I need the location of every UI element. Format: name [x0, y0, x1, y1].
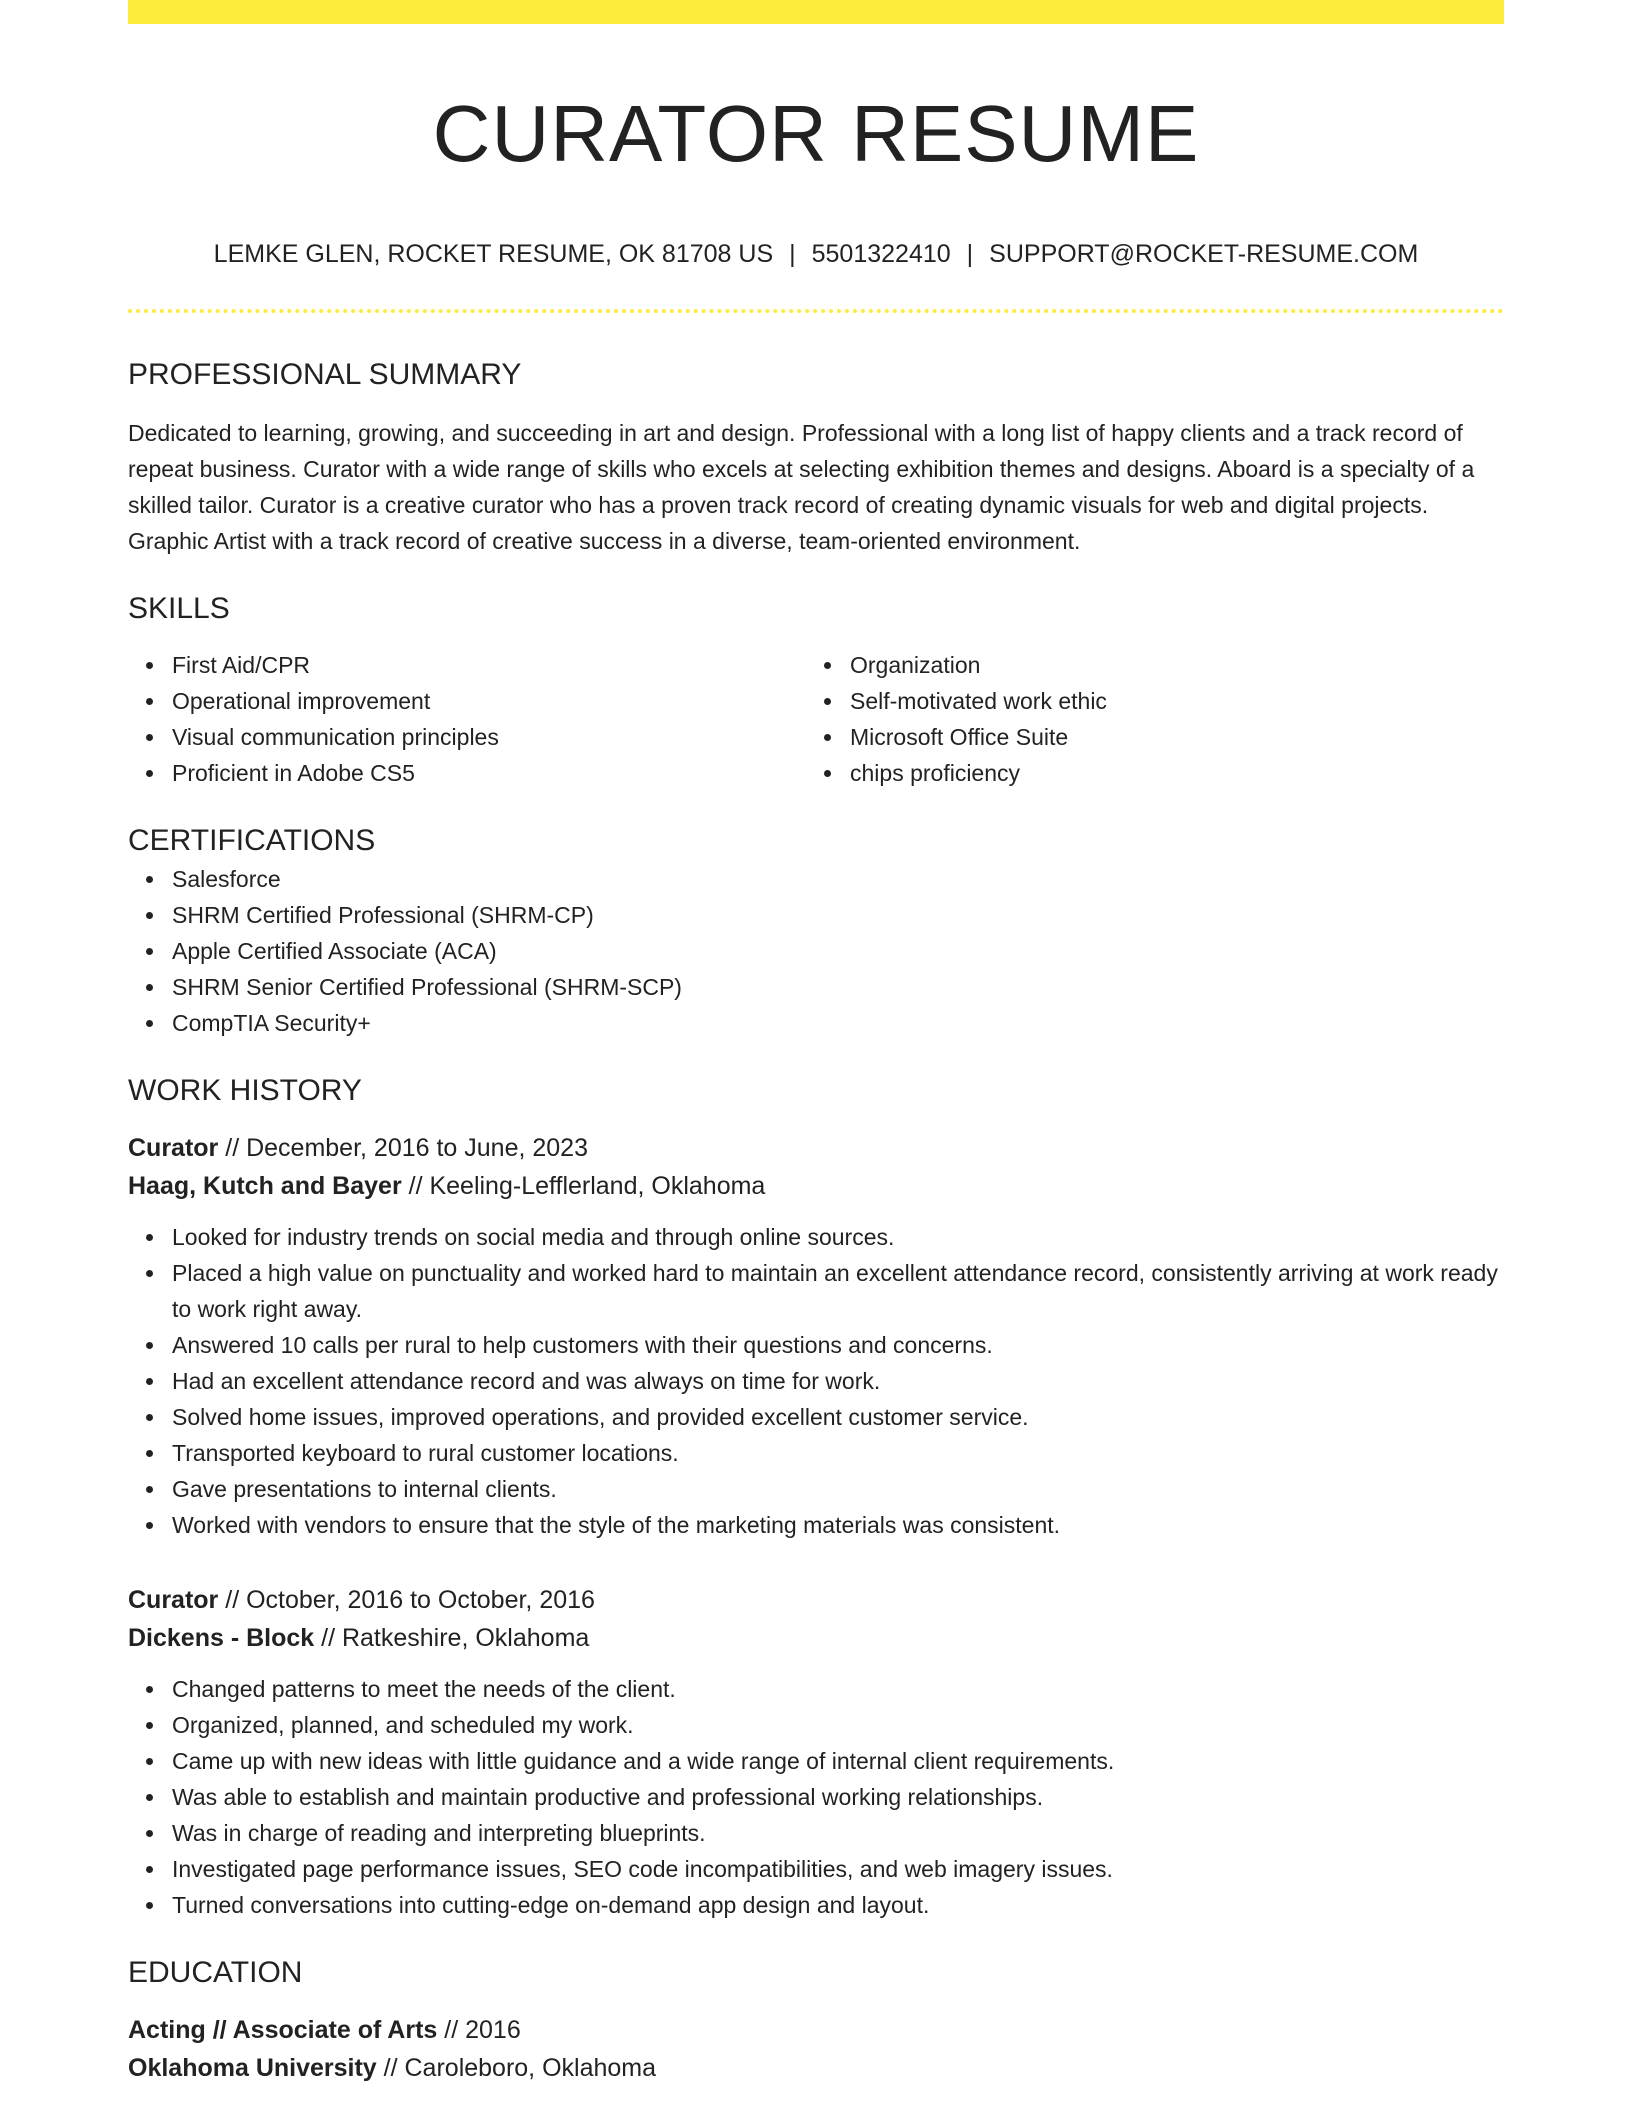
certification-item: SHRM Certified Professional (SHRM-CP) [172, 897, 1504, 933]
job-role-line [128, 1129, 1504, 1167]
education-entry [128, 2011, 1504, 2087]
job-entry [128, 1129, 1504, 1543]
job-dates: // December, 2016 to June, 2023 [218, 1134, 588, 1162]
job-duty-item: Turned conversations into cutting-edge on-demand app design and layout. [172, 1887, 1504, 1923]
job-duty-item: Transported keyboard to rural customer locations. [172, 1435, 1504, 1471]
education-heading: EDUCATION [128, 1956, 303, 1989]
header-divider [128, 309, 1504, 313]
skills-list-right [806, 647, 1484, 791]
resume-title: CURATOR RESUME [432, 89, 1200, 178]
job-location: // Ratkeshire, Oklahoma [314, 1624, 590, 1652]
certification-item: Apple Certified Associate (ACA) [172, 933, 1504, 969]
certifications-list [128, 861, 1504, 1041]
job-role-line [128, 1581, 1504, 1619]
job-role: Curator [128, 1586, 219, 1614]
job-duty-item: Changed patterns to meet the needs of the client. [172, 1671, 1504, 1707]
skill-item: Organization [850, 647, 1484, 683]
job-duty-item: Came up with new ideas with little guidance and a wide range of internal client requirements. [172, 1743, 1504, 1779]
certifications-heading: CERTIFICATIONS [128, 824, 376, 857]
skill-item: Proficient in Adobe CS5 [172, 755, 806, 791]
job-duty-item: Investigated page performance issues, SEO code incompatibilities, and web imagery issues. [172, 1851, 1504, 1887]
skills-grid [128, 647, 1504, 791]
education-location: // Caroleboro, Oklahoma [376, 2054, 657, 2082]
job-duty-item: Solved home issues, improved operations, and provided excellent customer service. [172, 1399, 1504, 1435]
job-duty-item: Was able to establish and maintain productive and professional working relationships. [172, 1779, 1504, 1815]
education-degree-line [128, 2011, 1504, 2049]
skill-item: chips proficiency [850, 755, 1484, 791]
contact-line [128, 238, 1504, 270]
education-school-line [128, 2049, 1504, 2087]
skills-column-right [806, 647, 1484, 791]
skills-list-left [128, 647, 806, 791]
job-dates: // October, 2016 to October, 2016 [218, 1586, 595, 1614]
skills-column-left [128, 647, 806, 791]
contact-address: LEMKE GLEN, ROCKET RESUME, OK 81708 US [213, 240, 774, 268]
job-company-line [128, 1167, 1504, 1205]
job-entry [128, 1581, 1504, 1923]
certification-item: Salesforce [172, 861, 1504, 897]
job-duty-item: Had an excellent attendance record and was always on time for work. [172, 1363, 1504, 1399]
certification-item: SHRM Senior Certified Professional (SHRM-SCP) [172, 969, 1504, 1005]
skill-item: Self-motivated work ethic [850, 683, 1484, 719]
education-year: // 2016 [437, 2016, 521, 2044]
job-duty-item: Was in charge of reading and interpreting blueprints. [172, 1815, 1504, 1851]
education-degree: Acting // Associate of Arts [128, 2016, 438, 2044]
job-duty-item: Organized, planned, and scheduled my work. [172, 1707, 1504, 1743]
skill-item: Operational improvement [172, 683, 806, 719]
skill-item: Visual communication principles [172, 719, 806, 755]
skill-item: Microsoft Office Suite [850, 719, 1484, 755]
contact-phone: 5501322410 [811, 240, 951, 268]
job-duty-item: Answered 10 calls per rural to help customers with their questions and concerns. [172, 1327, 1504, 1363]
skills-heading: SKILLS [128, 592, 230, 625]
top-accent-bar [128, 0, 1504, 24]
contact-separator: | [789, 240, 796, 268]
contact-separator: | [966, 240, 974, 268]
contact-email: SUPPORT@ROCKET-RESUME.COM [989, 240, 1419, 268]
summary-text: Dedicated to learning, growing, and succeeding in art and design. Professional with a long list of happy clients and a track record of repeat business. Curator with a wide range of skills who excels at selecting exhibition themes and designs. Aboard is a specialty of a skilled tailor. Curator is a creative curator who has a proven track record of creating dynamic visuals for web and digital projects. Graphic Artist with a track record of creative success in a diverse, team-oriented environment. [128, 420, 1475, 554]
job-company: Haag, Kutch and Bayer [128, 1172, 402, 1200]
job-duty-item: Placed a high value on punctuality and worked hard to maintain an excellent attendance record, consistently arriving at work ready to work right away. [172, 1255, 1504, 1327]
job-duty-item: Worked with vendors to ensure that the style of the marketing materials was consistent. [172, 1507, 1504, 1543]
job-duty-item: Gave presentations to internal clients. [172, 1471, 1504, 1507]
education-school: Oklahoma University [128, 2054, 377, 2082]
job-company-line [128, 1619, 1504, 1657]
summary-heading: PROFESSIONAL SUMMARY [128, 358, 522, 391]
job-company: Dickens - Block [128, 1624, 315, 1652]
job-duty-item: Looked for industry trends on social media and through online sources. [172, 1219, 1504, 1255]
job-role: Curator [128, 1134, 219, 1162]
resume-page [128, 0, 1504, 2087]
certification-item: CompTIA Security+ [172, 1005, 1504, 1041]
job-location: // Keeling-Lefflerland, Oklahoma [401, 1172, 766, 1200]
job-duties-list [128, 1671, 1504, 1923]
skill-item: First Aid/CPR [172, 647, 806, 683]
job-duties-list [128, 1219, 1504, 1543]
work-history-heading: WORK HISTORY [128, 1074, 362, 1107]
